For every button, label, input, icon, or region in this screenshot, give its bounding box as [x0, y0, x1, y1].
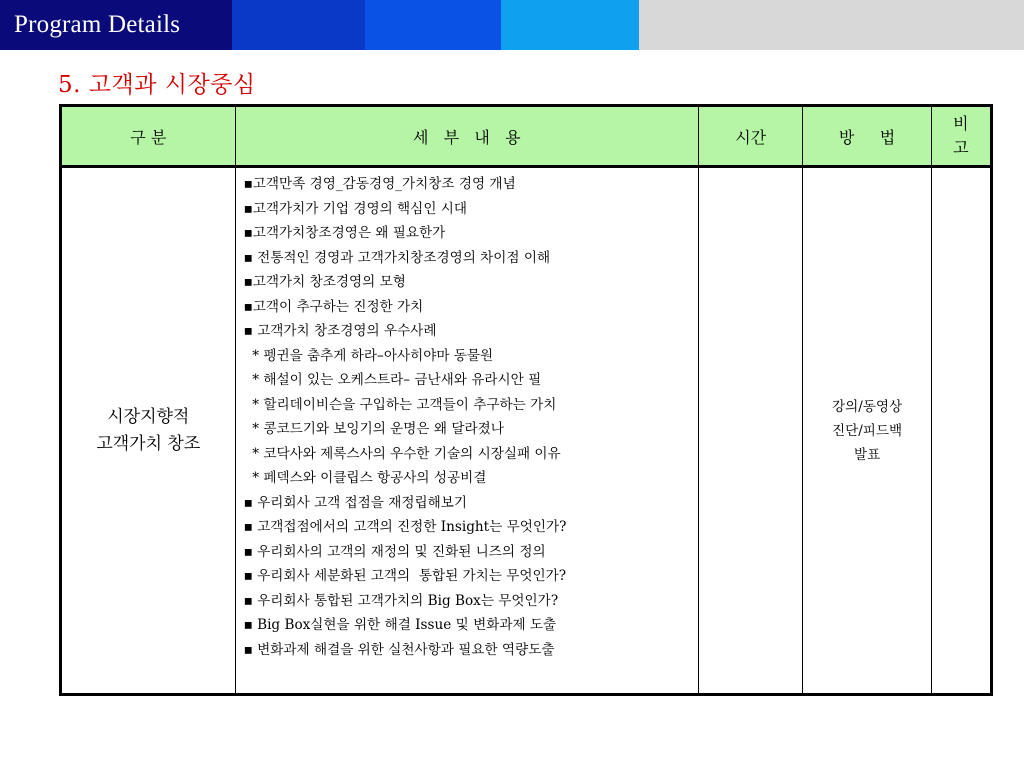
method-cell: [803, 167, 931, 695]
list-item: * 코닥사와 제록스사의 우수한 기술의 시장실패 이유: [243, 445, 561, 462]
column-header-category-label: 구 분: [130, 127, 167, 147]
method-line-3: 발표: [853, 446, 881, 463]
list-item: * 페덱스와 이클립스 항공사의 성공비결: [243, 470, 487, 486]
column-header-time-label: 시간: [735, 127, 767, 147]
header-banner: [0, 0, 1024, 50]
program-table: [59, 104, 993, 696]
category-line-2: 고객가치 창조: [96, 433, 201, 454]
method-line-2: 진단/피드백: [831, 422, 903, 439]
banner-block-gray: [639, 0, 1024, 50]
list-item: ▪ 고객접점에서의 고객의 진정한 Insight는 무엇인가?: [243, 519, 567, 535]
list-item: ▪고객가치 창조경영의 모형: [243, 274, 406, 290]
column-header-note: [931, 106, 991, 167]
column-header-method: [803, 106, 931, 167]
banner-block-blue-3: [501, 0, 639, 50]
banner-block-blue-1: [232, 0, 365, 50]
list-item: * 콩코드기와 보잉기의 운명은 왜 달라졌나: [243, 421, 504, 437]
table-row: [61, 167, 992, 695]
list-item: ▪고객가치가 기업 경영의 핵심인 시대: [243, 200, 468, 217]
page-title: Program Details: [0, 0, 232, 50]
list-item: ▪ 전통적인 경영과 고객가치창조경영의 차이점 이해: [243, 249, 551, 266]
column-header-note-line2: 고: [953, 138, 969, 157]
category-line-1: 시장지향적: [107, 406, 190, 427]
list-item: * 해설이 있는 오케스트라– 금난새와 유라시안 필: [243, 372, 542, 388]
list-item: ▪고객만족 경영_감동경영_가치창조 경영 개념: [243, 176, 516, 192]
list-item: ▪고객이 추구하는 진정한 가치: [243, 298, 424, 315]
list-item: ▪ 우리회사 통합된 고객가치의 Big Box는 무엇인가?: [243, 592, 559, 609]
details-list: [236, 172, 698, 662]
details-cell: [235, 167, 698, 695]
column-header-category: [61, 106, 236, 167]
table-header-row: [61, 106, 992, 167]
column-header-time: [699, 106, 803, 167]
list-item: ▪ 변화과제 해결을 위한 실천사항과 필요한 역량도출: [243, 641, 555, 658]
section-title: 5. 고객과 시장중심: [58, 72, 256, 98]
method-line-1: 강의/동영상: [831, 398, 903, 415]
list-item: ▪ 우리회사 세분화된 고객의 통합된 가치는 무엇인가?: [243, 568, 567, 584]
list-item: ▪고객가치창조경영은 왜 필요한가: [243, 225, 446, 241]
category-cell: [61, 167, 236, 695]
list-item: * 할리데이비슨을 구입하는 고객들이 추구하는 가치: [243, 396, 557, 413]
time-cell: [699, 167, 803, 695]
column-header-details: [235, 106, 698, 167]
note-cell: [931, 167, 991, 695]
column-header-method-label: 방 법: [838, 127, 896, 147]
list-item: ▪ 우리회사의 고객의 재정의 및 진화된 니즈의 정의: [243, 543, 546, 560]
list-item: ▪ 고객가치 창조경영의 우수사례: [243, 323, 437, 339]
banner-block-blue-2: [365, 0, 501, 50]
list-item: ▪ 우리회사 고객 접점을 재정립해보기: [243, 494, 468, 511]
column-header-note-line1: 비: [953, 114, 969, 133]
list-item: * 펭귄을 춤추게 하라–아사히야마 동물원: [243, 347, 494, 364]
column-header-details-label: 세 부 내 용: [413, 127, 521, 147]
list-item: ▪ Big Box실현을 위한 해결 Issue 및 변화과제 도출: [243, 617, 557, 633]
